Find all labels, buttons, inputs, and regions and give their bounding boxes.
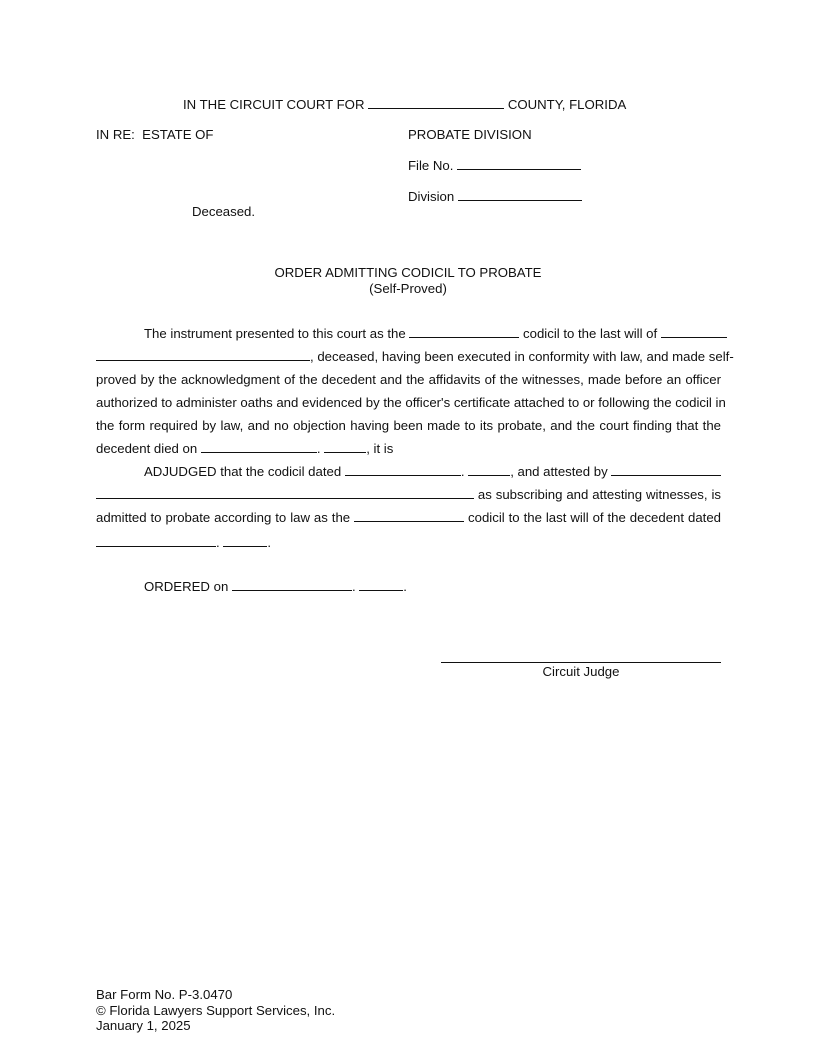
body-text: as subscribing and attesting witnesses, is [477, 487, 721, 502]
body-text: ADJUDGED that the codicil dated [144, 464, 342, 479]
body-text: The instrument presented to this court as the [144, 326, 406, 341]
signature-line [441, 662, 721, 663]
file-no-label: File No. [408, 158, 454, 173]
ordered-on-line [144, 579, 407, 595]
body-text: admitted to probate according to law as the [96, 510, 351, 525]
form-number: Bar Form No. P-3.0470 [96, 987, 233, 1002]
body-line-1 [96, 326, 721, 342]
copyright: © Florida Lawyers Support Services, Inc. [96, 1002, 336, 1018]
body-text: , deceased, having been executed in conformity with law, and made self- [310, 349, 734, 364]
division-blank [458, 189, 582, 201]
form-date: January 1, 2025 [96, 1018, 191, 1033]
codicil-ordinal-blank [409, 326, 519, 338]
death-year-blank [324, 441, 366, 453]
order-subtitle: (Self-Proved) [369, 281, 447, 296]
adjudged-line-2 [96, 487, 721, 503]
adjudged-line-3 [96, 510, 721, 526]
order-title: ORDER ADMITTING CODICIL TO PROBATE [274, 265, 542, 280]
death-date-blank [201, 441, 317, 453]
court-suffix: COUNTY, FLORIDA [507, 97, 627, 112]
ordered-on-label: ORDERED on [144, 579, 229, 594]
will-year-blank [223, 535, 267, 547]
body-text: decedent died on [96, 441, 198, 456]
county-blank [368, 97, 504, 109]
body-text: , and attested by [510, 464, 608, 479]
codicil-date-blank [345, 464, 461, 476]
witness-blank [611, 464, 721, 476]
deceased-label: Deceased. [192, 204, 256, 219]
file-no-line [408, 158, 581, 174]
codicil-year-blank [468, 464, 510, 476]
body-text: codicil to the last will of [523, 326, 658, 341]
testator-name-blank [661, 326, 727, 338]
body-line-4: authorized to administer oaths and evidenced by the officer's certificate attached to or following the codicil in [96, 395, 726, 410]
file-no-blank [457, 158, 581, 170]
testator-name-blank-2 [96, 349, 310, 361]
separator: . [216, 535, 220, 550]
will-date-blank [96, 535, 216, 547]
separator: . [460, 464, 465, 479]
body-text: , it is [366, 441, 394, 456]
separator: . [316, 441, 321, 456]
ordered-year-blank [359, 579, 403, 591]
body-line-5: the form required by law, and no objection having been made to its probate, and the court finding that the [96, 418, 721, 433]
footer [96, 987, 335, 1034]
body-line-3: proved by the acknowledgment of the decedent and the affidavits of the witnesses, made before an officer [96, 372, 721, 387]
court-prefix: IN THE CIRCUIT COURT FOR [183, 97, 365, 112]
ordered-date-blank [232, 579, 352, 591]
adjudged-line-1 [96, 464, 721, 480]
division-label: Division [408, 189, 455, 204]
probate-division-label: PROBATE DIVISION [408, 127, 532, 142]
body-text: codicil to the last will of the decedent dated [468, 510, 721, 525]
codicil-ordinal-blank-2 [354, 510, 464, 522]
division-line [408, 189, 582, 205]
adjudged-line-4 [96, 535, 271, 551]
separator: . [403, 579, 407, 594]
circuit-judge-label: Circuit Judge [542, 664, 620, 679]
in-re-label: IN RE: ESTATE OF [96, 127, 214, 142]
witness-blank-2 [96, 487, 474, 499]
body-line-2 [96, 349, 734, 365]
body-line-6 [96, 441, 393, 457]
court-caption [183, 97, 626, 113]
separator: . [267, 535, 272, 550]
separator: . [351, 579, 356, 594]
